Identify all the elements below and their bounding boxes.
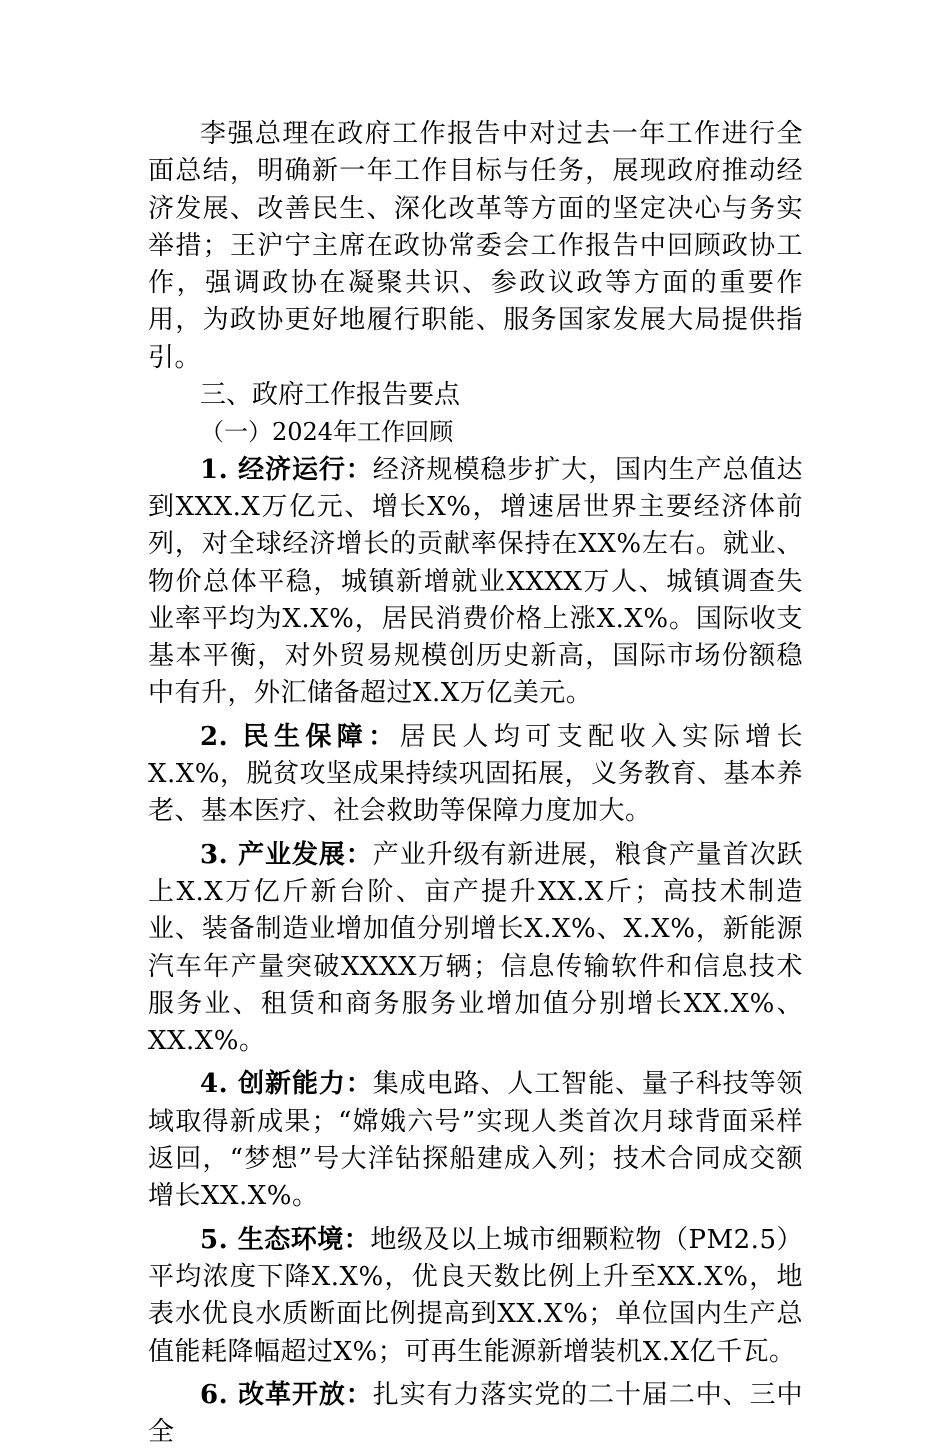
item-paragraph-industry (148, 837, 803, 1061)
item-paragraph-economy (148, 452, 803, 713)
item-paragraph-ecology (148, 1222, 803, 1371)
subsection-heading: （一）2024年工作回顾 (200, 418, 454, 447)
item-label: 6. 改革开放： (200, 1379, 373, 1410)
item-label: 3. 产业发展： (200, 839, 373, 870)
item-label: 2. 民生保障： (200, 721, 400, 752)
item-text: 居民人均可支配收入实际增长X.X%，脱贫攻坚成果持续巩固拓展，义务教育、基本养老、基本医疗、社会救助等保障力度加大。 (148, 721, 803, 827)
section-heading: 三、政府工作报告要点 (200, 380, 461, 411)
item-label: 1. 经济运行： (200, 454, 373, 485)
item-paragraph-livelihood (148, 719, 803, 831)
item-text: 扎实有力落实党的二十届二中、三中全 (148, 1379, 803, 1448)
item-label: 5. 生态环境： (200, 1224, 371, 1255)
item-text: 地级及以上城市细颗粒物（PM2.5）平均浓度下降X.X%，优良天数比例上升至XX.X%，地表水优良水质断面比例提高到XX.X%；单位国内生产总值能耗降幅超过X%；可再生能源新增装机X.X亿千瓦。 (148, 1224, 804, 1367)
item-text: 产业升级有新进展，粮食产量首次跃上X.X万亿斤新台阶、亩产提升XX.X斤；高技术制造业、装备制造业增加值分别增长X.X%、X.X%，新能源汽车年产量突破XXXX万辆；信息传输软件和信息技术服务业、租赁和商务服务业增加值分别增长XX.X%、XX.X%。 (148, 839, 803, 1057)
item-paragraph-innovation (148, 1066, 803, 1215)
intro-paragraph: 李强总理在政府工作报告中对过去一年工作进行全面总结，明确新一年工作目标与任务，展现政府推动经济发展、改善民生、深化改革等方面的坚定决心与务实举措；王沪宁主席在政协常委会工作报告中回顾政协工作，强调政协在凝聚共识、参政议政等方面的重要作用，为政协更好地履行职能、服务国家发展大局提供指引。 (148, 119, 803, 373)
item-label: 4. 创新能力： (200, 1069, 373, 1100)
document-page (148, 116, 803, 1451)
item-text: 集成电路、人工智能、量子科技等领域取得新成果；“嫦娥六号”实现人类首次月球背面采样返回，“梦想”号大洋钻探船建成入列；技术合同成交额增长XX.X%。 (148, 1069, 803, 1212)
item-text: 经济规模稳步扩大，国内生产总值达到XXX.X万亿元、增长X%，增速居世界主要经济体前列，对全球经济增长的贡献率保持在XX%左右。就业、物价总体平稳，城镇新增就业XXXX万人、城镇调查失业率平均为X.X%，居民消费价格上涨X.X%。国际收支基本平衡，对外贸易规模创历史新高，国际市场份额稳中有升，外汇储备超过X.X万亿美元。 (148, 454, 803, 709)
item-paragraph-reform (148, 1377, 803, 1451)
